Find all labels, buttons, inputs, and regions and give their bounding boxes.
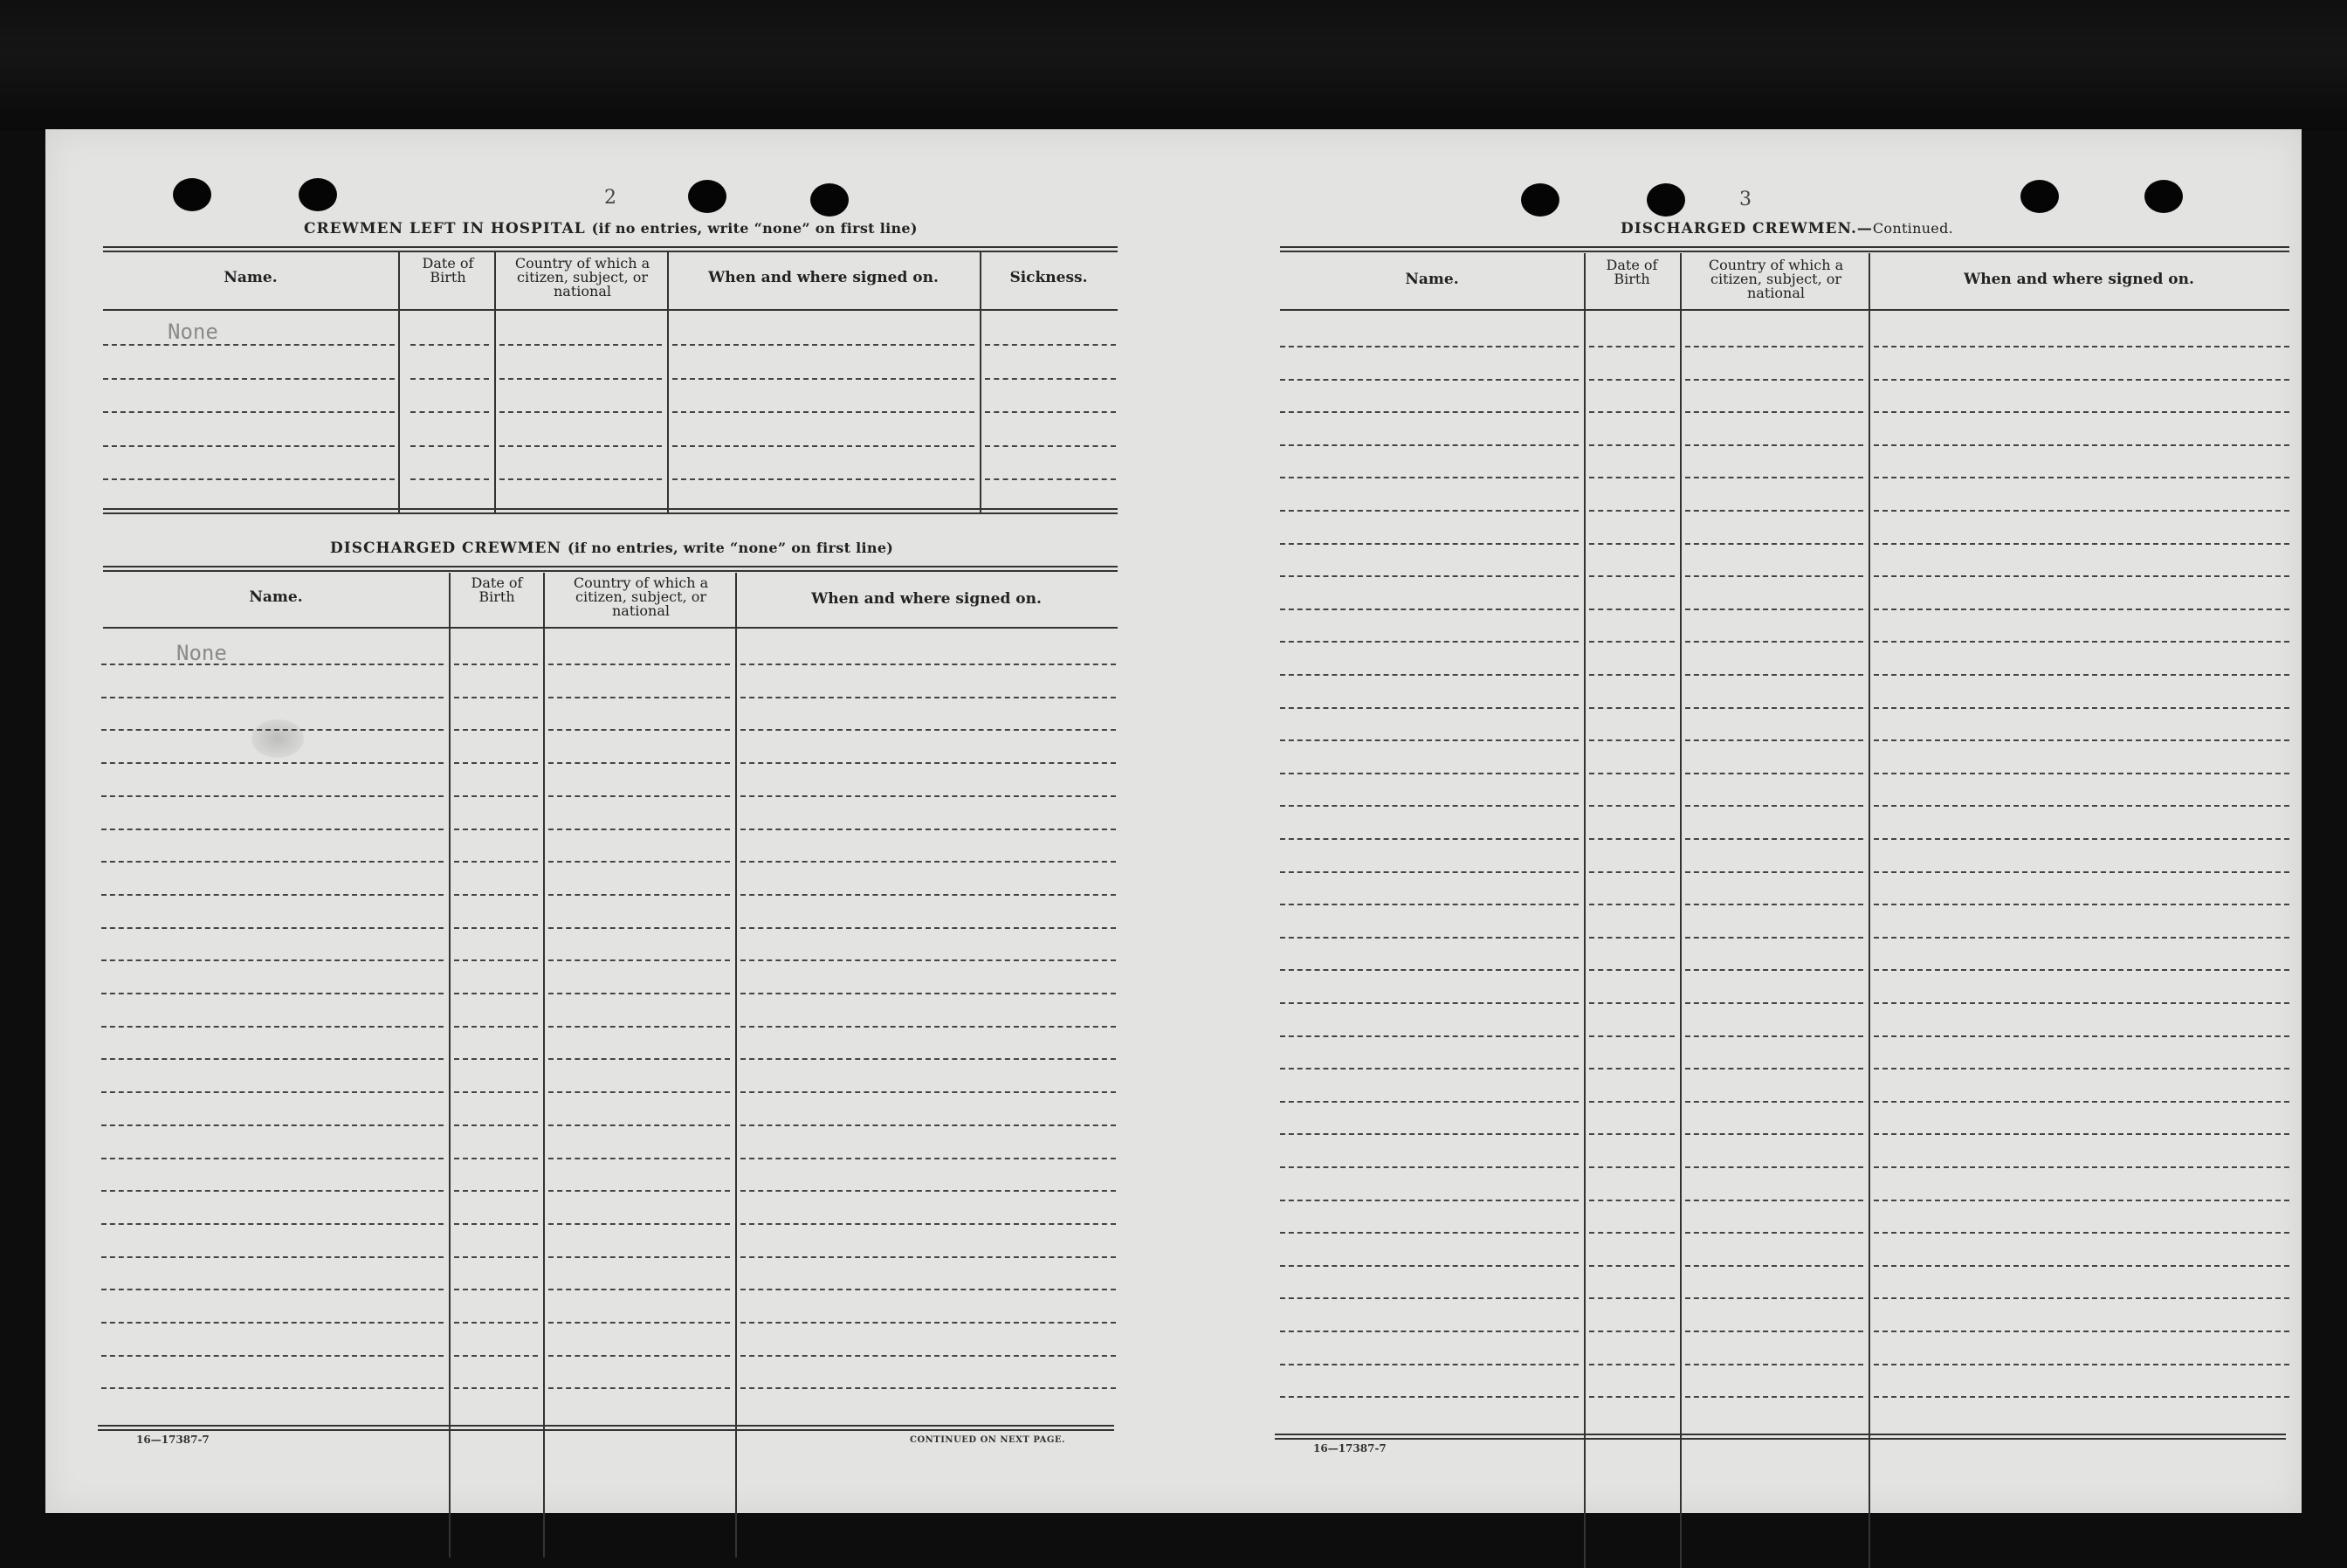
header-rule [103, 627, 1118, 629]
entry-line [1280, 773, 1579, 774]
entry-line [1589, 1265, 1675, 1267]
entry-line [101, 1289, 444, 1290]
entry-line [1685, 510, 1863, 512]
entry-line [985, 445, 1116, 447]
table-top-rule [103, 246, 1118, 252]
entry-line [740, 1124, 1116, 1126]
entry-line [1589, 969, 1675, 971]
entry-line [548, 927, 730, 929]
entry-line [1685, 1068, 1863, 1069]
entry-line [1874, 444, 2289, 446]
table-bottom-rule [1275, 1434, 2286, 1440]
entry-line [548, 1289, 730, 1290]
entry-line [548, 993, 730, 994]
table-bottom-rule [98, 1425, 1114, 1431]
column-header-date-of-birth: Date of Birth [422, 255, 474, 285]
entry-line [101, 861, 444, 863]
entry-line [1874, 707, 2289, 709]
entry-line [454, 762, 538, 764]
entry-line [1589, 510, 1675, 512]
entry-line [101, 1158, 444, 1159]
entry-line [985, 344, 1116, 346]
entry-line [740, 1223, 1116, 1225]
form-number: 16—17387-7 [136, 1434, 210, 1446]
entry-line [740, 795, 1116, 797]
right-page [1180, 129, 2302, 1513]
entry-line [1685, 346, 1863, 347]
entry-line [1685, 575, 1863, 577]
entry-line [1685, 411, 1863, 413]
entry-line [454, 1124, 538, 1126]
entry-line [1589, 641, 1675, 643]
entry-line [548, 829, 730, 830]
entry-line [101, 1322, 444, 1324]
entry-line [410, 411, 489, 413]
column-header-sickness: Sickness. [1009, 269, 1088, 286]
column-header-name: Name. [249, 588, 303, 606]
column-header-country: Country of which a citizen, subject, or national [514, 255, 650, 299]
column-header-signed-on: When and where signed on. [1964, 271, 2194, 288]
entry-line [101, 729, 444, 731]
entry-line [672, 445, 974, 447]
entry-line [1280, 739, 1579, 741]
entry-line [1685, 674, 1863, 676]
entry-line [1589, 444, 1675, 446]
entry-line [1280, 477, 1579, 478]
entry-line [1280, 609, 1579, 610]
entry-line [1280, 1265, 1579, 1267]
entry-line [1280, 411, 1579, 413]
entry-line [1685, 1364, 1863, 1365]
entry-line [1685, 1166, 1863, 1168]
entry-line [101, 697, 444, 698]
entry-line [1280, 1166, 1579, 1168]
entry-line [1280, 871, 1579, 873]
entry-line [740, 861, 1116, 863]
entry-line [1685, 477, 1863, 478]
entry-line [740, 1256, 1116, 1258]
column-header-signed-on: When and where signed on. [708, 269, 939, 286]
entry-line [672, 344, 974, 346]
entry-line [1874, 1396, 2289, 1398]
entry-line [499, 378, 662, 380]
entry-line [1280, 937, 1579, 939]
entry-line [1280, 379, 1579, 381]
entry-line [1685, 871, 1863, 873]
entry-line [454, 795, 538, 797]
entry-line [1280, 510, 1579, 512]
entry-line [1589, 838, 1675, 840]
entry-line [101, 1026, 444, 1028]
entry-line [1685, 1331, 1863, 1332]
entry-line [1874, 1068, 2289, 1069]
entry-line [1589, 1133, 1675, 1135]
entry-line [101, 1387, 444, 1389]
entry-line [101, 1223, 444, 1225]
entry-line [1874, 1265, 2289, 1267]
entry-line [101, 993, 444, 994]
entry-line [454, 1322, 538, 1324]
entry-line [1589, 379, 1675, 381]
continued-section-title: DISCHARGED CREWMEN.—Continued. [1621, 220, 1954, 237]
document-sheet [45, 129, 2302, 1513]
entry-line [1874, 1364, 2289, 1365]
entry-line [740, 729, 1116, 731]
entry-line [1589, 346, 1675, 347]
entry-line [548, 729, 730, 731]
scanner-background [0, 0, 2347, 131]
entry-line [454, 1058, 538, 1060]
entry-line [454, 861, 538, 863]
entry-line [1874, 969, 2289, 971]
entry-line [1280, 1035, 1579, 1037]
column-header-date-of-birth: Date of Birth [1606, 257, 1658, 287]
entry-line [410, 378, 489, 380]
entry-line [1874, 609, 2289, 610]
entry-line [740, 1190, 1116, 1192]
entry-line [740, 664, 1116, 665]
entry-line [548, 894, 730, 896]
column-divider [667, 251, 669, 513]
entry-line [454, 1355, 538, 1357]
header-rule [103, 309, 1118, 311]
entry-line [1589, 1297, 1675, 1299]
entry-line [1280, 805, 1579, 807]
entry-line [454, 697, 538, 698]
entry-line [1280, 838, 1579, 840]
entry-line [454, 1190, 538, 1192]
entry-line [1685, 904, 1863, 905]
entry-line [548, 1355, 730, 1357]
entry-line [1280, 1002, 1579, 1004]
entry-line [101, 1355, 444, 1357]
entry-line [672, 478, 974, 480]
entry-line [1874, 346, 2289, 347]
entry-line [454, 664, 538, 665]
column-divider [735, 573, 737, 1558]
entry-line [1589, 1002, 1675, 1004]
entry-line [1685, 1297, 1863, 1299]
ink-smudge [251, 719, 304, 758]
column-divider [398, 251, 400, 513]
entry-line [1280, 1200, 1579, 1201]
form-number: 16—17387-7 [1313, 1442, 1387, 1455]
entry-line [101, 1058, 444, 1060]
entry-line [454, 927, 538, 929]
entry-line [740, 894, 1116, 896]
entry-line [1874, 641, 2289, 643]
entry-line [1874, 1166, 2289, 1168]
entry-line [1874, 1232, 2289, 1234]
entry-line [548, 1256, 730, 1258]
column-header-name: Name. [1405, 271, 1459, 288]
entry-line [548, 861, 730, 863]
column-header-date-of-birth: Date of Birth [471, 574, 523, 605]
entry-line [1280, 346, 1579, 347]
entry-line [1874, 510, 2289, 512]
table-bottom-rule [103, 508, 1118, 514]
column-divider [543, 573, 545, 1558]
entry-line [1874, 1133, 2289, 1135]
entry-line [1589, 805, 1675, 807]
column-divider [1680, 253, 1682, 1568]
entry-line [1280, 674, 1579, 676]
entry-line [1685, 805, 1863, 807]
entry-line [1280, 707, 1579, 709]
handwritten-entry: None [176, 641, 227, 665]
entry-line [548, 795, 730, 797]
entry-line [548, 1190, 730, 1192]
entry-line [410, 445, 489, 447]
entry-line [740, 829, 1116, 830]
entry-line [1280, 1133, 1579, 1135]
entry-line [454, 1289, 538, 1290]
entry-line [1685, 707, 1863, 709]
entry-line [1874, 543, 2289, 545]
entry-line [1589, 1200, 1675, 1201]
entry-line [101, 959, 444, 961]
entry-line [1589, 609, 1675, 610]
entry-line [548, 1387, 730, 1389]
entry-line [454, 894, 538, 896]
entry-line [740, 1158, 1116, 1159]
entry-line [1589, 1068, 1675, 1069]
entry-line [1589, 871, 1675, 873]
entry-line [103, 411, 395, 413]
entry-line [499, 478, 662, 480]
entry-line [548, 1091, 730, 1093]
entry-line [548, 664, 730, 665]
entry-line [1280, 444, 1579, 446]
entry-line [1685, 609, 1863, 610]
entry-line [1589, 904, 1675, 905]
entry-line [740, 762, 1116, 764]
entry-line [1685, 641, 1863, 643]
entry-line [1589, 1166, 1675, 1168]
entry-line [672, 378, 974, 380]
column-divider [1584, 253, 1586, 1568]
entry-line [548, 1026, 730, 1028]
entry-line [740, 1091, 1116, 1093]
column-divider [980, 251, 981, 513]
entry-line [1874, 379, 2289, 381]
column-header-country: Country of which a citizen, subject, or national [1708, 257, 1844, 301]
entry-line [1685, 379, 1863, 381]
entry-line [1685, 543, 1863, 545]
column-divider [494, 251, 496, 513]
continued-note: CONTINUED ON NEXT PAGE. [910, 1435, 1066, 1445]
entry-line [548, 1158, 730, 1159]
entry-line [1685, 1101, 1863, 1103]
column-header-name: Name. [224, 269, 278, 286]
entry-line [101, 894, 444, 896]
entry-line [740, 1387, 1116, 1389]
entry-line [1280, 1364, 1579, 1365]
entry-line [101, 762, 444, 764]
entry-line [1280, 1331, 1579, 1332]
entry-line [454, 1256, 538, 1258]
entry-line [1280, 904, 1579, 905]
entry-line [101, 1256, 444, 1258]
entry-line [454, 959, 538, 961]
entry-line [454, 1091, 538, 1093]
entry-line [1874, 1200, 2289, 1201]
entry-line [1280, 1232, 1579, 1234]
entry-line [740, 959, 1116, 961]
entry-line [1874, 773, 2289, 774]
entry-line [1589, 1396, 1675, 1398]
entry-line [101, 1124, 444, 1126]
entry-line [1280, 575, 1579, 577]
table-top-rule [1280, 246, 2289, 252]
entry-line [740, 1026, 1116, 1028]
entry-line [740, 1355, 1116, 1357]
entry-line [740, 697, 1116, 698]
entry-line [101, 795, 444, 797]
entry-line [548, 959, 730, 961]
entry-line [740, 1058, 1116, 1060]
entry-line [1589, 411, 1675, 413]
entry-line [103, 378, 395, 380]
entry-line [1280, 641, 1579, 643]
column-divider [449, 573, 451, 1558]
entry-line [548, 1124, 730, 1126]
entry-line [1589, 707, 1675, 709]
entry-line [1685, 838, 1863, 840]
entry-line [103, 478, 395, 480]
entry-line [1685, 739, 1863, 741]
entry-line [101, 829, 444, 830]
entry-line [499, 411, 662, 413]
entry-line [101, 664, 444, 665]
entry-line [101, 1091, 444, 1093]
entry-line [499, 445, 662, 447]
entry-line [985, 378, 1116, 380]
entry-line [454, 993, 538, 994]
entry-line [1685, 1002, 1863, 1004]
entry-line [1874, 739, 2289, 741]
entry-line [410, 344, 489, 346]
entry-line [548, 1223, 730, 1225]
entry-line [1874, 575, 2289, 577]
entry-line [454, 829, 538, 830]
left-page [45, 129, 1172, 1513]
entry-line [1874, 477, 2289, 478]
entry-line [1589, 739, 1675, 741]
page-number: 2 [604, 187, 616, 209]
table-top-rule [103, 566, 1118, 572]
entry-line [454, 1158, 538, 1159]
entry-line [454, 1026, 538, 1028]
entry-line [1685, 1265, 1863, 1267]
entry-line [1874, 838, 2289, 840]
entry-line [548, 1058, 730, 1060]
entry-line [1589, 1232, 1675, 1234]
entry-line [1874, 871, 2289, 873]
entry-line [101, 927, 444, 929]
entry-line [410, 478, 489, 480]
page-number: 3 [1739, 189, 1752, 210]
entry-line [1280, 969, 1579, 971]
entry-line [1589, 773, 1675, 774]
entry-line [1589, 1101, 1675, 1103]
entry-line [985, 478, 1116, 480]
handwritten-entry: None [168, 320, 218, 344]
entry-line [740, 927, 1116, 929]
entry-line [1685, 444, 1863, 446]
entry-line [740, 1289, 1116, 1290]
entry-line [1874, 937, 2289, 939]
entry-line [1589, 575, 1675, 577]
entry-line [103, 344, 395, 346]
column-divider [1869, 253, 1870, 1568]
column-header-country: Country of which a citizen, subject, or national [573, 574, 709, 619]
entry-line [1874, 805, 2289, 807]
entry-line [1589, 1331, 1675, 1332]
entry-line [1874, 1297, 2289, 1299]
entry-line [740, 1322, 1116, 1324]
entry-line [1874, 411, 2289, 413]
entry-line [1589, 937, 1675, 939]
column-header-signed-on: When and where signed on. [811, 590, 1042, 608]
entry-line [1589, 543, 1675, 545]
entry-line [1280, 1101, 1579, 1103]
entry-line [1280, 543, 1579, 545]
entry-line [1589, 1364, 1675, 1365]
entry-line [740, 993, 1116, 994]
entry-line [985, 411, 1116, 413]
entry-line [1685, 937, 1863, 939]
entry-line [1685, 1133, 1863, 1135]
entry-line [1685, 773, 1863, 774]
entry-line [1280, 1297, 1579, 1299]
entry-line [1685, 1200, 1863, 1201]
entry-line [101, 1190, 444, 1192]
entry-line [548, 762, 730, 764]
entry-line [1685, 1396, 1863, 1398]
entry-line [1685, 1035, 1863, 1037]
entry-line [1685, 969, 1863, 971]
entry-line [1589, 1035, 1675, 1037]
entry-line [499, 344, 662, 346]
entry-line [1280, 1396, 1579, 1398]
entry-line [1874, 1101, 2289, 1103]
entry-line [1874, 904, 2289, 905]
entry-line [1280, 1068, 1579, 1069]
entry-line [1874, 674, 2289, 676]
entry-line [1589, 674, 1675, 676]
entry-line [103, 445, 395, 447]
entry-line [1589, 477, 1675, 478]
entry-line [454, 1387, 538, 1389]
entry-line [454, 1223, 538, 1225]
entry-line [1685, 1232, 1863, 1234]
header-rule [1280, 309, 2289, 311]
entry-line [672, 411, 974, 413]
entry-line [1874, 1035, 2289, 1037]
entry-line [1874, 1331, 2289, 1332]
entry-line [548, 697, 730, 698]
hospital-section-title: CREWMEN LEFT IN HOSPITAL (if no entries, write “none” on first line) [304, 220, 918, 237]
entry-line [548, 1322, 730, 1324]
entry-line [454, 729, 538, 731]
entry-line [1874, 1002, 2289, 1004]
discharged-section-title: DISCHARGED CREWMEN (if no entries, write “none” on first line) [330, 540, 894, 557]
